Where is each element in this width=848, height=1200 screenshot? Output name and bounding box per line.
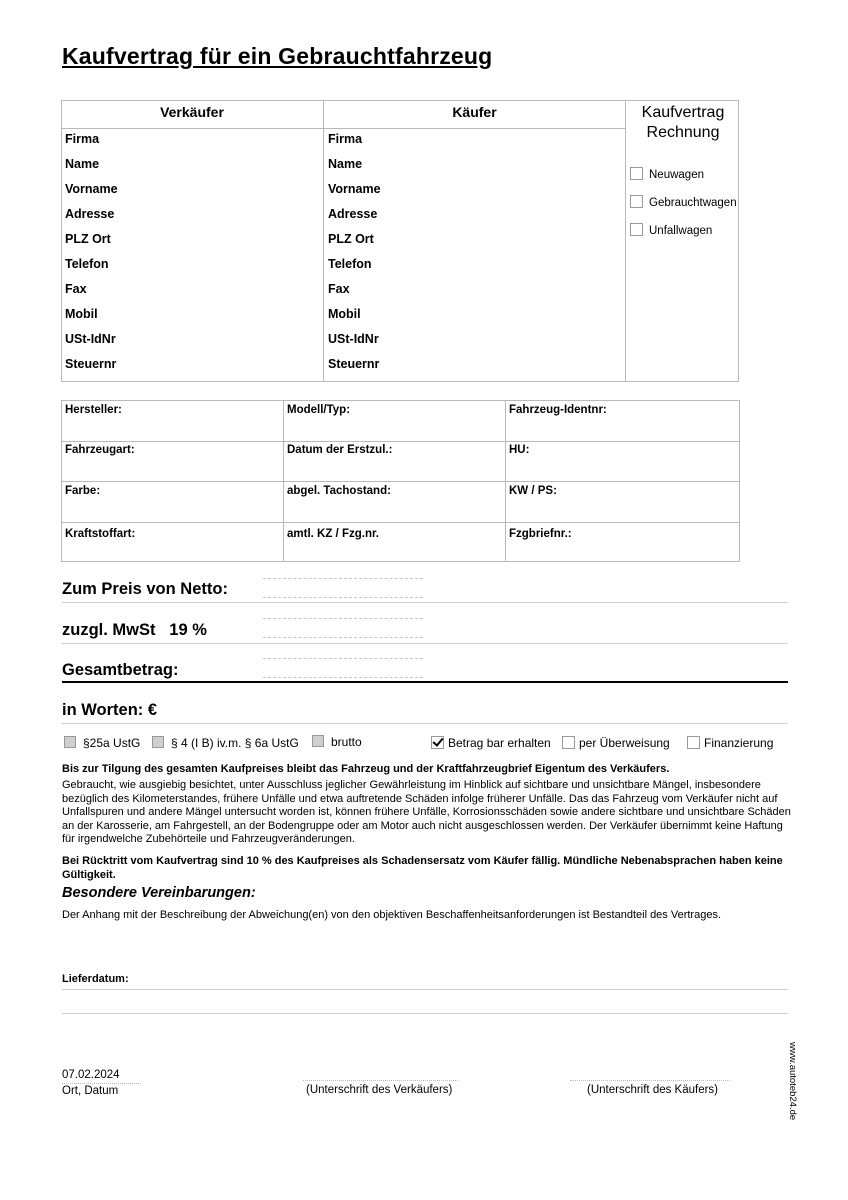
divider (62, 643, 788, 644)
vehicle-cell[interactable]: Fahrzeug-Identnr: (509, 404, 607, 416)
buyer-field[interactable]: USt-IdNr (328, 332, 379, 346)
buyer-field[interactable]: Firma (328, 132, 363, 146)
vehicle-cell[interactable]: HU: (509, 444, 530, 456)
vehicle-cell[interactable]: Fzgbriefnr.: (509, 528, 572, 540)
checkbox[interactable] (630, 195, 643, 208)
seller-field[interactable]: Adresse (65, 207, 115, 221)
payment-option-ueberweisung[interactable] (562, 736, 670, 750)
vehicle-cell[interactable]: Hersteller: (62, 401, 284, 441)
buyer-signature-line[interactable] (570, 1080, 730, 1081)
delivery-line[interactable] (62, 989, 788, 990)
vehicle-cell[interactable]: abgel. Tachostand: (284, 482, 506, 522)
option-label: Finanzierung (704, 736, 774, 750)
signature-date[interactable]: 07.02.2024 (62, 1069, 120, 1081)
netto-field[interactable] (263, 578, 423, 598)
netto-label: Zum Preis von Netto: (62, 580, 228, 598)
option-label: per Überweisung (579, 736, 670, 750)
mwst-label (62, 621, 207, 640)
table-row (62, 522, 739, 561)
vehicle-cell[interactable]: KW / PS: (509, 485, 557, 497)
vehicle-table (61, 400, 740, 562)
option-label: § 4 (I B) iv.m. § 6a UstG (171, 736, 299, 750)
checkbox[interactable] (630, 167, 643, 180)
divider (62, 1013, 788, 1014)
tax-option-25a[interactable] (64, 736, 140, 750)
seller-field[interactable]: Name (65, 157, 100, 171)
seller-field[interactable]: Fax (65, 282, 87, 296)
option-label: Neuwagen (649, 169, 704, 181)
seller-field[interactable]: PLZ Ort (65, 232, 111, 246)
tax-option-brutto[interactable] (312, 735, 362, 749)
checkbox[interactable] (152, 736, 164, 748)
unfallwagen-option[interactable] (630, 223, 712, 239)
buyer-heading: Käufer (324, 100, 625, 129)
side-url: www.autoteb24.de (787, 1042, 798, 1121)
mwst-text: zuzgl. MwSt (62, 621, 156, 639)
seller-heading: Verkäufer (61, 100, 323, 129)
vehicle-cell[interactable]: Datum der Erstzul.: (284, 441, 506, 481)
withdrawal-clause: Bei Rücktritt vom Kaufvertrag sind 10 % des Kaufpreises als Schadensersatz vom Käufer fällig. Mündliche Nebenabsprachen haben keine Gültigkeit. (62, 855, 783, 881)
vehicle-cell[interactable]: amtl. KZ / Fzg.nr. (284, 522, 506, 561)
seller-signature-label: (Unterschrift des Verkäufers) (306, 1084, 453, 1096)
doc-type-line1: Kaufvertrag (641, 104, 725, 121)
date-line (62, 1083, 141, 1084)
vehicle-cell[interactable]: Kraftstoffart: (62, 522, 284, 561)
vehicle-cell[interactable]: Farbe: (62, 482, 284, 522)
seller-field[interactable]: Steuernr (65, 357, 117, 371)
checkbox[interactable] (630, 223, 643, 236)
table-row (62, 441, 739, 482)
option-label: §25a UstG (83, 736, 141, 750)
vehicle-cell[interactable]: Modell/Typ: (284, 401, 506, 441)
special-text: Der Anhang mit der Beschreibung der Abweichung(en) von den objektiven Beschaffenheitsanforderungen ist Bestandteil des Vertrages. (62, 909, 721, 921)
ownership-clause: Bis zur Tilgung des gesamten Kaufpreises bleibt das Fahrzeug und der Kraftfahrzeugbrief Eigentum des Verkäufers. (62, 763, 670, 775)
seller-field[interactable]: Telefon (65, 257, 109, 271)
buyer-field[interactable]: Name (328, 157, 363, 171)
total-divider (62, 681, 788, 683)
buyer-signature-label: (Unterschrift des Käufers) (587, 1084, 719, 1096)
buyer-field[interactable]: PLZ Ort (328, 232, 374, 246)
mwst-rate: 19 % (169, 621, 207, 639)
total-label: Gesamtbetrag: (62, 661, 179, 679)
seller-field[interactable]: USt-IdNr (65, 332, 116, 346)
option-label: Betrag bar erhalten (448, 736, 551, 750)
seller-fields (65, 132, 118, 382)
payment-option-bar[interactable] (431, 736, 551, 750)
checkbox[interactable] (64, 736, 76, 748)
checkbox[interactable] (687, 736, 700, 749)
page-title: Kaufvertrag für ein Gebrauchtfahrzeug (62, 43, 493, 69)
tax-option-4ib[interactable] (152, 736, 299, 750)
seller-field[interactable]: Firma (65, 132, 100, 146)
payment-option-finanzierung[interactable] (687, 736, 773, 750)
condition-clause: Gebraucht, wie ausgiebig besichtet, unter Ausschluss jeglicher Gewährleistung im Hinblick auf sichtbare und unsichtbare Mängel, insbesondere bezüglich des Kilometerstandes, frühere Unfälle und etwa auftretende Schäden infolge früherer Unfälle. Das das Fahrzeug vom Verkäufer nicht auf Unfallspuren und andere Mängel untersucht worden ist, können frühere Unfälle, Korrosionsschäden sowie andere sichtbare und unsichtbare Schäden an der Karosserie, am Fahrgestell, an der Bodengruppe oder am Motor auch nicht ausgeschlossen werden. Der Verkäufer übernimmt keine Haftung für irgendwelche Zubehörteile und Fahrzeugveränderungen. (62, 779, 791, 845)
divider (62, 723, 788, 724)
checkbox[interactable] (312, 735, 324, 747)
buyer-column (323, 100, 626, 382)
buyer-field[interactable]: Adresse (328, 207, 378, 221)
buyer-field[interactable]: Fax (328, 282, 350, 296)
buyer-field[interactable]: Telefon (328, 257, 372, 271)
table-row (62, 482, 739, 523)
buyer-field[interactable]: Vorname (328, 182, 381, 196)
neuwagen-option[interactable] (630, 167, 704, 183)
option-label: Gebrauchtwagen (649, 197, 737, 209)
seller-field[interactable]: Vorname (65, 182, 118, 196)
tax-payment-row (0, 736, 848, 752)
checkbox[interactable] (562, 736, 575, 749)
total-field[interactable] (263, 658, 423, 678)
buyer-fields (328, 132, 381, 382)
seller-signature-line[interactable] (303, 1080, 458, 1081)
words-label[interactable]: in Worten: € (62, 701, 158, 719)
checkbox-checked[interactable] (431, 736, 444, 749)
divider (62, 602, 788, 603)
special-heading: Besondere Vereinbarungen: (62, 885, 256, 901)
table-row (62, 401, 739, 442)
gebrauchtwagen-option[interactable] (630, 195, 737, 211)
buyer-field[interactable]: Mobil (328, 307, 361, 321)
seller-column (61, 100, 323, 382)
doc-type-line2: Rechnung (646, 124, 720, 141)
vehicle-cell[interactable]: Fahrzeugart: (62, 441, 284, 481)
mwst-field[interactable] (263, 618, 423, 638)
buyer-field[interactable]: Steuernr (328, 357, 380, 371)
doc-type-title (627, 103, 739, 143)
place-date-label: Ort, Datum (62, 1085, 119, 1097)
delivery-label: Lieferdatum: (62, 973, 129, 985)
seller-field[interactable]: Mobil (65, 307, 98, 321)
option-label: brutto (331, 735, 362, 749)
option-label: Unfallwagen (649, 225, 713, 237)
